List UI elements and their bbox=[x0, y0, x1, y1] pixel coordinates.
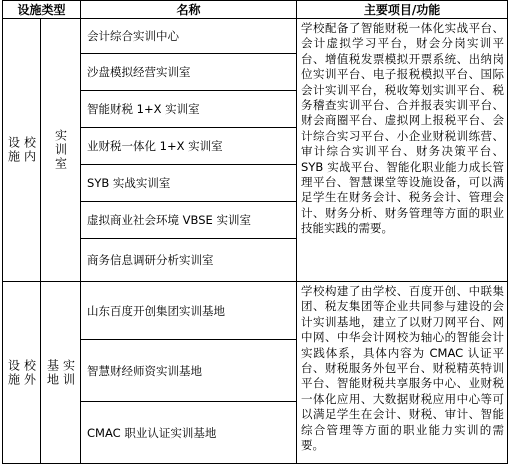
table-row bbox=[3, 282, 508, 340]
room-name: 业财税一体化 1+X 实训室 bbox=[81, 128, 297, 165]
type-label-training-base: 实训 基地 bbox=[45, 358, 76, 387]
function-text-offcampus: 学校构建了由学校、百度开创、中联集团、税友集团等企业共同参与建设的会计实训基地，建立了以财刀网平台、网中网、中华会计网校为轴心的智能会计实践体系，具体内容为 CMAC 认证平台、财税服务外包平台、财税精英特训平台、智能财税共享服务中心、业财税一体化应用、大数据财税应用中心等可以满足学生在会计、财税、审计、智能综合管理等方面的职业能力实训的需要。 bbox=[301, 284, 505, 453]
room-name: 虚拟商业社会环境 VBSE 实训室 bbox=[81, 202, 297, 239]
location-cell-offcampus bbox=[3, 282, 41, 464]
location-label-offcampus: 校外 设施 bbox=[6, 358, 37, 387]
room-name: 山东百度开创集团实训基地 bbox=[81, 282, 297, 340]
location-cell-oncampus bbox=[3, 19, 41, 282]
room-name: CMAC 职业认证实训基地 bbox=[81, 402, 297, 464]
header-name: 名称 bbox=[81, 1, 297, 19]
header-category: 设施类型 bbox=[3, 1, 81, 19]
function-text-oncampus: 学校配备了智能财税一体化实战平台、会计虚拟学习平台，财会分岗实训平台、增值税发票模拟开票系统、出纳岗位实训平台、电子报税模拟平台、国际会计实训平台，税收筹划实训平台、税务稽查实训平台、合并报表实训平台、财会商圈平台、虚拟网上报税平台、会计综合实习平台、小企业财税训练营、审计综合实训平台、财务决策平台、SYB 实战平台、智能化职业能力成长管理平台、智慧课堂等设施设备，可以满足学生在财务会计、税务会计、管理会计、财务分析、财务管理等方面的职业技能实践的需要。 bbox=[301, 21, 505, 236]
room-name: 会计综合实训中心 bbox=[81, 19, 297, 54]
type-cell-training-room bbox=[41, 19, 81, 282]
header-row bbox=[3, 1, 508, 19]
room-name: 智能财税 1+X 实训室 bbox=[81, 91, 297, 128]
type-label-training-room: 实训室 bbox=[53, 129, 68, 171]
room-name: 智慧财经师资实训基地 bbox=[81, 340, 297, 402]
table-row bbox=[3, 19, 508, 54]
room-name: 商务信息调研分析实训室 bbox=[81, 239, 297, 282]
type-cell-training-base bbox=[41, 282, 81, 464]
location-label-oncampus: 校内 设施 bbox=[6, 136, 37, 164]
room-name: 沙盘模拟经营实训室 bbox=[81, 54, 297, 91]
room-name: SYB 实战实训室 bbox=[81, 165, 297, 202]
header-function: 主要项目/功能 bbox=[297, 1, 508, 19]
facilities-table bbox=[2, 0, 508, 464]
function-cell-offcampus bbox=[297, 282, 508, 464]
function-cell-oncampus bbox=[297, 19, 508, 282]
